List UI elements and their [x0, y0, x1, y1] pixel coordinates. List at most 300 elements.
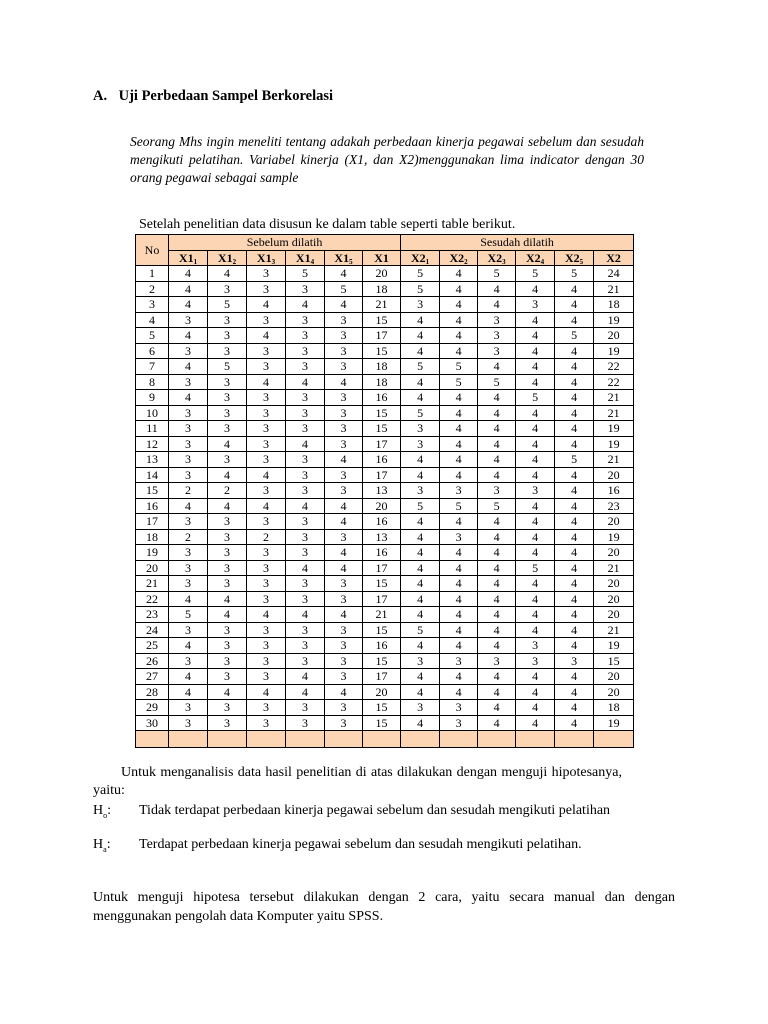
table-cell: 4	[555, 374, 594, 390]
table-cell: 4	[516, 622, 555, 638]
table-cell: 4	[516, 529, 555, 545]
table-cell: 3	[247, 359, 286, 375]
table-cell: 3	[247, 560, 286, 576]
table-cell: 3	[208, 638, 247, 654]
table-cell: 4	[555, 669, 594, 685]
table-cell: 4	[440, 266, 478, 282]
table-cell: 16	[363, 545, 401, 561]
table-cell: 4	[208, 266, 247, 282]
table-cell: 5	[555, 452, 594, 468]
table-cell: 4	[516, 421, 555, 437]
table-cell: 3	[169, 576, 208, 592]
table-row	[136, 653, 634, 669]
row-number-cell: 20	[136, 560, 169, 576]
table-cell: 5	[401, 498, 440, 514]
table-row	[136, 312, 634, 328]
table-row	[136, 715, 634, 731]
col-header-x2-1: $X2_1$	[401, 250, 440, 266]
table-cell: 4	[401, 374, 440, 390]
table-cell: 3	[247, 545, 286, 561]
col-header-x2-5: $X2_5$	[555, 250, 594, 266]
table-cell: 3	[440, 715, 478, 731]
table-cell: 5	[478, 498, 516, 514]
table-cell: 4	[401, 591, 440, 607]
row-number-cell: 7	[136, 359, 169, 375]
no-column-header: No	[136, 235, 169, 266]
row-number-cell: 10	[136, 405, 169, 421]
row-number-cell: 4	[136, 312, 169, 328]
table-cell: 19	[594, 436, 634, 452]
table-cell: 4	[247, 684, 286, 700]
table-cell: 3	[208, 545, 247, 561]
table-cell: 19	[594, 529, 634, 545]
table-cell: 4	[555, 529, 594, 545]
table-cell: 4	[516, 436, 555, 452]
row-number-cell: 6	[136, 343, 169, 359]
table-cell: 3	[286, 390, 325, 406]
table-cell: 16	[363, 638, 401, 654]
table-row	[136, 281, 634, 297]
table-cell: 3	[169, 700, 208, 716]
table-cell: 3	[440, 529, 478, 545]
section-number: A.	[93, 88, 108, 104]
table-cell: 3	[286, 343, 325, 359]
table-cell: 20	[594, 576, 634, 592]
row-number-cell: 25	[136, 638, 169, 654]
row-number-cell: 19	[136, 545, 169, 561]
table-cell: 3	[247, 669, 286, 685]
table-cell: 5	[440, 359, 478, 375]
table-cell: 13	[363, 529, 401, 545]
table-cell: 4	[555, 700, 594, 716]
table-cell: 3	[286, 405, 325, 421]
table-cell: 4	[478, 359, 516, 375]
section-title: Uji Perbedaan Sampel Berkorelasi	[118, 88, 334, 104]
row-number-cell: 23	[136, 607, 169, 623]
footer-cell	[401, 731, 440, 748]
closing-paragraph: Untuk menguji hipotesa tersebut dilakukan dengan 2 cara, yaitu secara manual dan dengan menggunakan pengolah data Komputer yaitu SPSS.	[93, 890, 675, 924]
table-row	[136, 638, 634, 654]
table-cell: 15	[363, 312, 401, 328]
table-cell: 3	[169, 374, 208, 390]
table-cell: 3	[325, 436, 363, 452]
table-cell: 4	[555, 607, 594, 623]
table-cell: 3	[286, 483, 325, 499]
table-cell: 20	[594, 514, 634, 530]
table-cell: 4	[286, 560, 325, 576]
table-cell: 4	[516, 312, 555, 328]
table-cell: 4	[555, 390, 594, 406]
table-cell: 3	[247, 281, 286, 297]
table-cell: 4	[516, 405, 555, 421]
table-cell: 5	[516, 266, 555, 282]
table-cell: 4	[169, 297, 208, 313]
table-cell: 21	[363, 607, 401, 623]
table-cell: 4	[440, 545, 478, 561]
table-cell: 5	[478, 374, 516, 390]
table-cell: 4	[169, 498, 208, 514]
table-cell: 4	[516, 281, 555, 297]
table-cell: 3	[208, 576, 247, 592]
table-cell: 3	[325, 312, 363, 328]
table-row	[136, 359, 634, 375]
table-cell: 3	[325, 669, 363, 685]
table-row	[136, 514, 634, 530]
table-cell: 4	[478, 452, 516, 468]
table-cell: 4	[440, 669, 478, 685]
table-cell: 4	[169, 359, 208, 375]
table-cell: 5	[169, 607, 208, 623]
table-cell: 3	[247, 483, 286, 499]
table-cell: 21	[594, 452, 634, 468]
footer-cell	[363, 731, 401, 748]
table-cell: 3	[169, 467, 208, 483]
table-cell: 3	[286, 452, 325, 468]
table-group-header-row	[136, 235, 634, 251]
table-cell: 3	[286, 359, 325, 375]
table-cell: 3	[208, 529, 247, 545]
footer-cell	[325, 731, 363, 748]
table-cell: 4	[555, 514, 594, 530]
table-cell: 3	[286, 638, 325, 654]
hypothesis-alternative-text: Terdapat perbedaan kinerja pegawai sebelum dan sesudah mengikuti pelatihan.	[139, 837, 582, 852]
table-cell: 4	[555, 638, 594, 654]
table-cell: 20	[363, 498, 401, 514]
table-cell: 4	[516, 328, 555, 344]
table-cell: 3	[516, 653, 555, 669]
table-cell: 3	[208, 622, 247, 638]
table-cell: 21	[594, 560, 634, 576]
table-cell: 4	[440, 436, 478, 452]
table-cell: 3	[208, 514, 247, 530]
table-cell: 3	[516, 297, 555, 313]
table-cell: 4	[169, 281, 208, 297]
table-cell: 20	[594, 607, 634, 623]
table-cell: 4	[516, 359, 555, 375]
row-number-cell: 5	[136, 328, 169, 344]
table-cell: 4	[286, 684, 325, 700]
after-group-header: Sesudah dilatih	[401, 235, 634, 251]
footer-cell	[516, 731, 555, 748]
table-cell: 4	[478, 684, 516, 700]
table-cell: 4	[478, 421, 516, 437]
table-cell: 4	[555, 312, 594, 328]
table-cell: 5	[208, 297, 247, 313]
table-cell: 4	[440, 607, 478, 623]
table-cell: 4	[325, 545, 363, 561]
table-cell: 4	[401, 576, 440, 592]
table-cell: 23	[594, 498, 634, 514]
table-cell: 3	[286, 576, 325, 592]
table-cell: 15	[363, 653, 401, 669]
table-cell: 4	[401, 312, 440, 328]
table-cell: 4	[325, 607, 363, 623]
table-cell: 3	[440, 653, 478, 669]
table-row	[136, 545, 634, 561]
table-cell: 4	[440, 281, 478, 297]
table-cell: 3	[401, 436, 440, 452]
table-cell: 3	[247, 591, 286, 607]
table-row	[136, 405, 634, 421]
table-cell: 13	[363, 483, 401, 499]
table-cell: 5	[401, 622, 440, 638]
table-cell: 21	[594, 405, 634, 421]
table-cell: 5	[208, 359, 247, 375]
row-number-cell: 22	[136, 591, 169, 607]
col-header-x2-total: X2	[594, 250, 634, 266]
table-cell: 5	[555, 328, 594, 344]
table-cell: 3	[325, 421, 363, 437]
row-number-cell: 29	[136, 700, 169, 716]
table-cell: 3	[208, 560, 247, 576]
table-cell: 4	[555, 684, 594, 700]
table-cell: 3	[325, 405, 363, 421]
table-cell: 3	[169, 653, 208, 669]
table-cell: 4	[401, 328, 440, 344]
table-cell: 4	[440, 638, 478, 654]
table-row	[136, 328, 634, 344]
table-cell: 3	[208, 343, 247, 359]
table-cell: 15	[363, 421, 401, 437]
table-row	[136, 576, 634, 592]
table-cell: 4	[555, 405, 594, 421]
table-cell: 4	[208, 591, 247, 607]
table-cell: 18	[594, 297, 634, 313]
table-cell: 3	[247, 312, 286, 328]
table-cell: 4	[516, 467, 555, 483]
table-caption: Setelah penelitian data disusun ke dalam table seperti table berikut.	[139, 217, 516, 232]
table-cell: 18	[594, 700, 634, 716]
table-cell: 3	[208, 374, 247, 390]
table-cell: 5	[401, 281, 440, 297]
table-cell: 4	[325, 560, 363, 576]
table-cell: 4	[555, 545, 594, 561]
table-cell: 2	[169, 483, 208, 499]
table-cell: 4	[555, 421, 594, 437]
footer-cell	[440, 731, 478, 748]
table-cell: 3	[325, 529, 363, 545]
table-row	[136, 452, 634, 468]
table-cell: 4	[169, 638, 208, 654]
table-cell: 15	[363, 715, 401, 731]
table-cell: 4	[555, 343, 594, 359]
table-cell: 3	[169, 560, 208, 576]
table-cell: 3	[325, 576, 363, 592]
table-cell: 16	[363, 452, 401, 468]
table-cell: 4	[555, 436, 594, 452]
table-cell: 4	[169, 684, 208, 700]
row-number-cell: 14	[136, 467, 169, 483]
table-row	[136, 343, 634, 359]
table-cell: 3	[169, 421, 208, 437]
table-cell: 19	[594, 715, 634, 731]
table-cell: 3	[478, 483, 516, 499]
footer-cell	[286, 731, 325, 748]
col-header-x1-2: $X1_2$	[208, 250, 247, 266]
table-cell: 4	[440, 421, 478, 437]
col-header-x1-5: $X1_5$	[325, 250, 363, 266]
table-cell: 2	[208, 483, 247, 499]
table-cell: 4	[478, 607, 516, 623]
table-cell: 4	[478, 560, 516, 576]
table-cell: 3	[286, 514, 325, 530]
table-cell: 4	[478, 281, 516, 297]
table-cell: 3	[247, 421, 286, 437]
footer-cell	[169, 731, 208, 748]
table-cell: 18	[363, 374, 401, 390]
table-cell: 4	[401, 715, 440, 731]
table-cell: 4	[208, 684, 247, 700]
row-number-cell: 13	[136, 452, 169, 468]
table-cell: 3	[247, 266, 286, 282]
table-cell: 3	[516, 638, 555, 654]
table-cell: 4	[286, 297, 325, 313]
table-cell: 4	[208, 467, 247, 483]
table-cell: 15	[363, 405, 401, 421]
table-cell: 3	[169, 436, 208, 452]
table-cell: 4	[169, 266, 208, 282]
table-cell: 19	[594, 421, 634, 437]
table-cell: 20	[594, 591, 634, 607]
table-cell: 4	[440, 328, 478, 344]
table-row	[136, 669, 634, 685]
table-cell: 3	[286, 545, 325, 561]
table-cell: 3	[247, 700, 286, 716]
table-cell: 17	[363, 669, 401, 685]
table-cell: 4	[247, 607, 286, 623]
table-row	[136, 684, 634, 700]
table-cell: 3	[286, 421, 325, 437]
table-row	[136, 498, 634, 514]
col-header-x1-total: X1	[363, 250, 401, 266]
table-cell: 4	[325, 684, 363, 700]
table-cell: 4	[440, 312, 478, 328]
table-cell: 4	[440, 560, 478, 576]
table-cell: 15	[363, 622, 401, 638]
table-cell: 4	[325, 374, 363, 390]
table-cell: 3	[169, 622, 208, 638]
table-cell: 4	[555, 715, 594, 731]
table-cell: 3	[440, 700, 478, 716]
table-cell: 4	[401, 560, 440, 576]
table-cell: 3	[478, 343, 516, 359]
table-cell: 3	[478, 653, 516, 669]
table-cell: 4	[478, 545, 516, 561]
table-cell: 4	[440, 684, 478, 700]
table-cell: 5	[478, 266, 516, 282]
table-cell: 4	[478, 405, 516, 421]
table-cell: 3	[247, 390, 286, 406]
table-cell: 4	[555, 591, 594, 607]
row-number-cell: 12	[136, 436, 169, 452]
table-cell: 22	[594, 374, 634, 390]
row-number-cell: 1	[136, 266, 169, 282]
table-cell: 4	[440, 467, 478, 483]
table-cell: 4	[478, 700, 516, 716]
table-row	[136, 700, 634, 716]
table-cell: 3	[325, 622, 363, 638]
table-cell: 3	[286, 312, 325, 328]
table-cell: 3	[401, 653, 440, 669]
table-cell: 4	[286, 669, 325, 685]
table-cell: 4	[478, 529, 516, 545]
table-cell: 4	[478, 715, 516, 731]
table-cell: 4	[169, 390, 208, 406]
table-cell: 4	[516, 684, 555, 700]
table-cell: 3	[325, 700, 363, 716]
before-group-header: Sebelum dilatih	[169, 235, 401, 251]
table-cell: 4	[208, 607, 247, 623]
analysis-intro-paragraph: Untuk menganalisis data hasil penelitian di atas dilakukan dengan menguji hipotesanya, yaitu:	[93, 765, 622, 798]
table-cell: 4	[555, 622, 594, 638]
table-cell: 4	[286, 374, 325, 390]
table-cell: 4	[325, 297, 363, 313]
intro-paragraph: Seorang Mhs ingin meneliti tentang adakah perbedaan kinerja pegawai sebelum dan sesudah mengikuti pelatihan. Variabel kinerja (X1, dan X2)menggunakan lima indicator dengan 30 orang pegawai sebagai sample	[130, 134, 644, 185]
table-cell: 4	[478, 622, 516, 638]
table-cell: 4	[401, 343, 440, 359]
table-cell: 4	[478, 638, 516, 654]
footer-cell	[208, 731, 247, 748]
table-cell: 19	[594, 638, 634, 654]
table-cell: 4	[516, 545, 555, 561]
col-header-x2-4: $X2_4$	[516, 250, 555, 266]
table-cell: 3	[208, 390, 247, 406]
table-cell: 3	[325, 715, 363, 731]
row-number-cell: 9	[136, 390, 169, 406]
row-number-cell: 30	[136, 715, 169, 731]
table-cell: 4	[555, 359, 594, 375]
row-number-cell: 2	[136, 281, 169, 297]
table-cell: 5	[286, 266, 325, 282]
table-cell: 3	[325, 483, 363, 499]
table-cell: 4	[325, 514, 363, 530]
table-cell: 3	[169, 405, 208, 421]
table-cell: 4	[516, 591, 555, 607]
table-cell: 4	[169, 591, 208, 607]
table-cell: 4	[516, 576, 555, 592]
table-cell: 3	[169, 545, 208, 561]
hypothesis-null	[93, 802, 622, 819]
table-cell: 5	[401, 359, 440, 375]
table-cell: 4	[247, 498, 286, 514]
table-cell: 4	[516, 700, 555, 716]
table-cell: 4	[440, 390, 478, 406]
table-cell: 4	[478, 467, 516, 483]
table-cell: 4	[401, 390, 440, 406]
table-cell: 4	[208, 436, 247, 452]
table-cell: 5	[401, 266, 440, 282]
table-cell: 4	[555, 576, 594, 592]
table-cell: 3	[247, 715, 286, 731]
table-cell: 2	[247, 529, 286, 545]
row-number-cell: 16	[136, 498, 169, 514]
table-cell: 3	[286, 328, 325, 344]
table-column-header-row	[136, 250, 634, 266]
table-cell: 4	[440, 405, 478, 421]
row-number-cell: 28	[136, 684, 169, 700]
col-header-x1-3: $X1_3$	[247, 250, 286, 266]
table-cell: 4	[478, 669, 516, 685]
table-cell: 3	[401, 297, 440, 313]
table-cell: 5	[440, 374, 478, 390]
table-cell: 4	[401, 669, 440, 685]
table-cell: 4	[247, 328, 286, 344]
table-cell: 4	[555, 281, 594, 297]
table-cell: 4	[440, 297, 478, 313]
table-cell: 3	[286, 281, 325, 297]
table-row	[136, 529, 634, 545]
table-cell: 24	[594, 266, 634, 282]
